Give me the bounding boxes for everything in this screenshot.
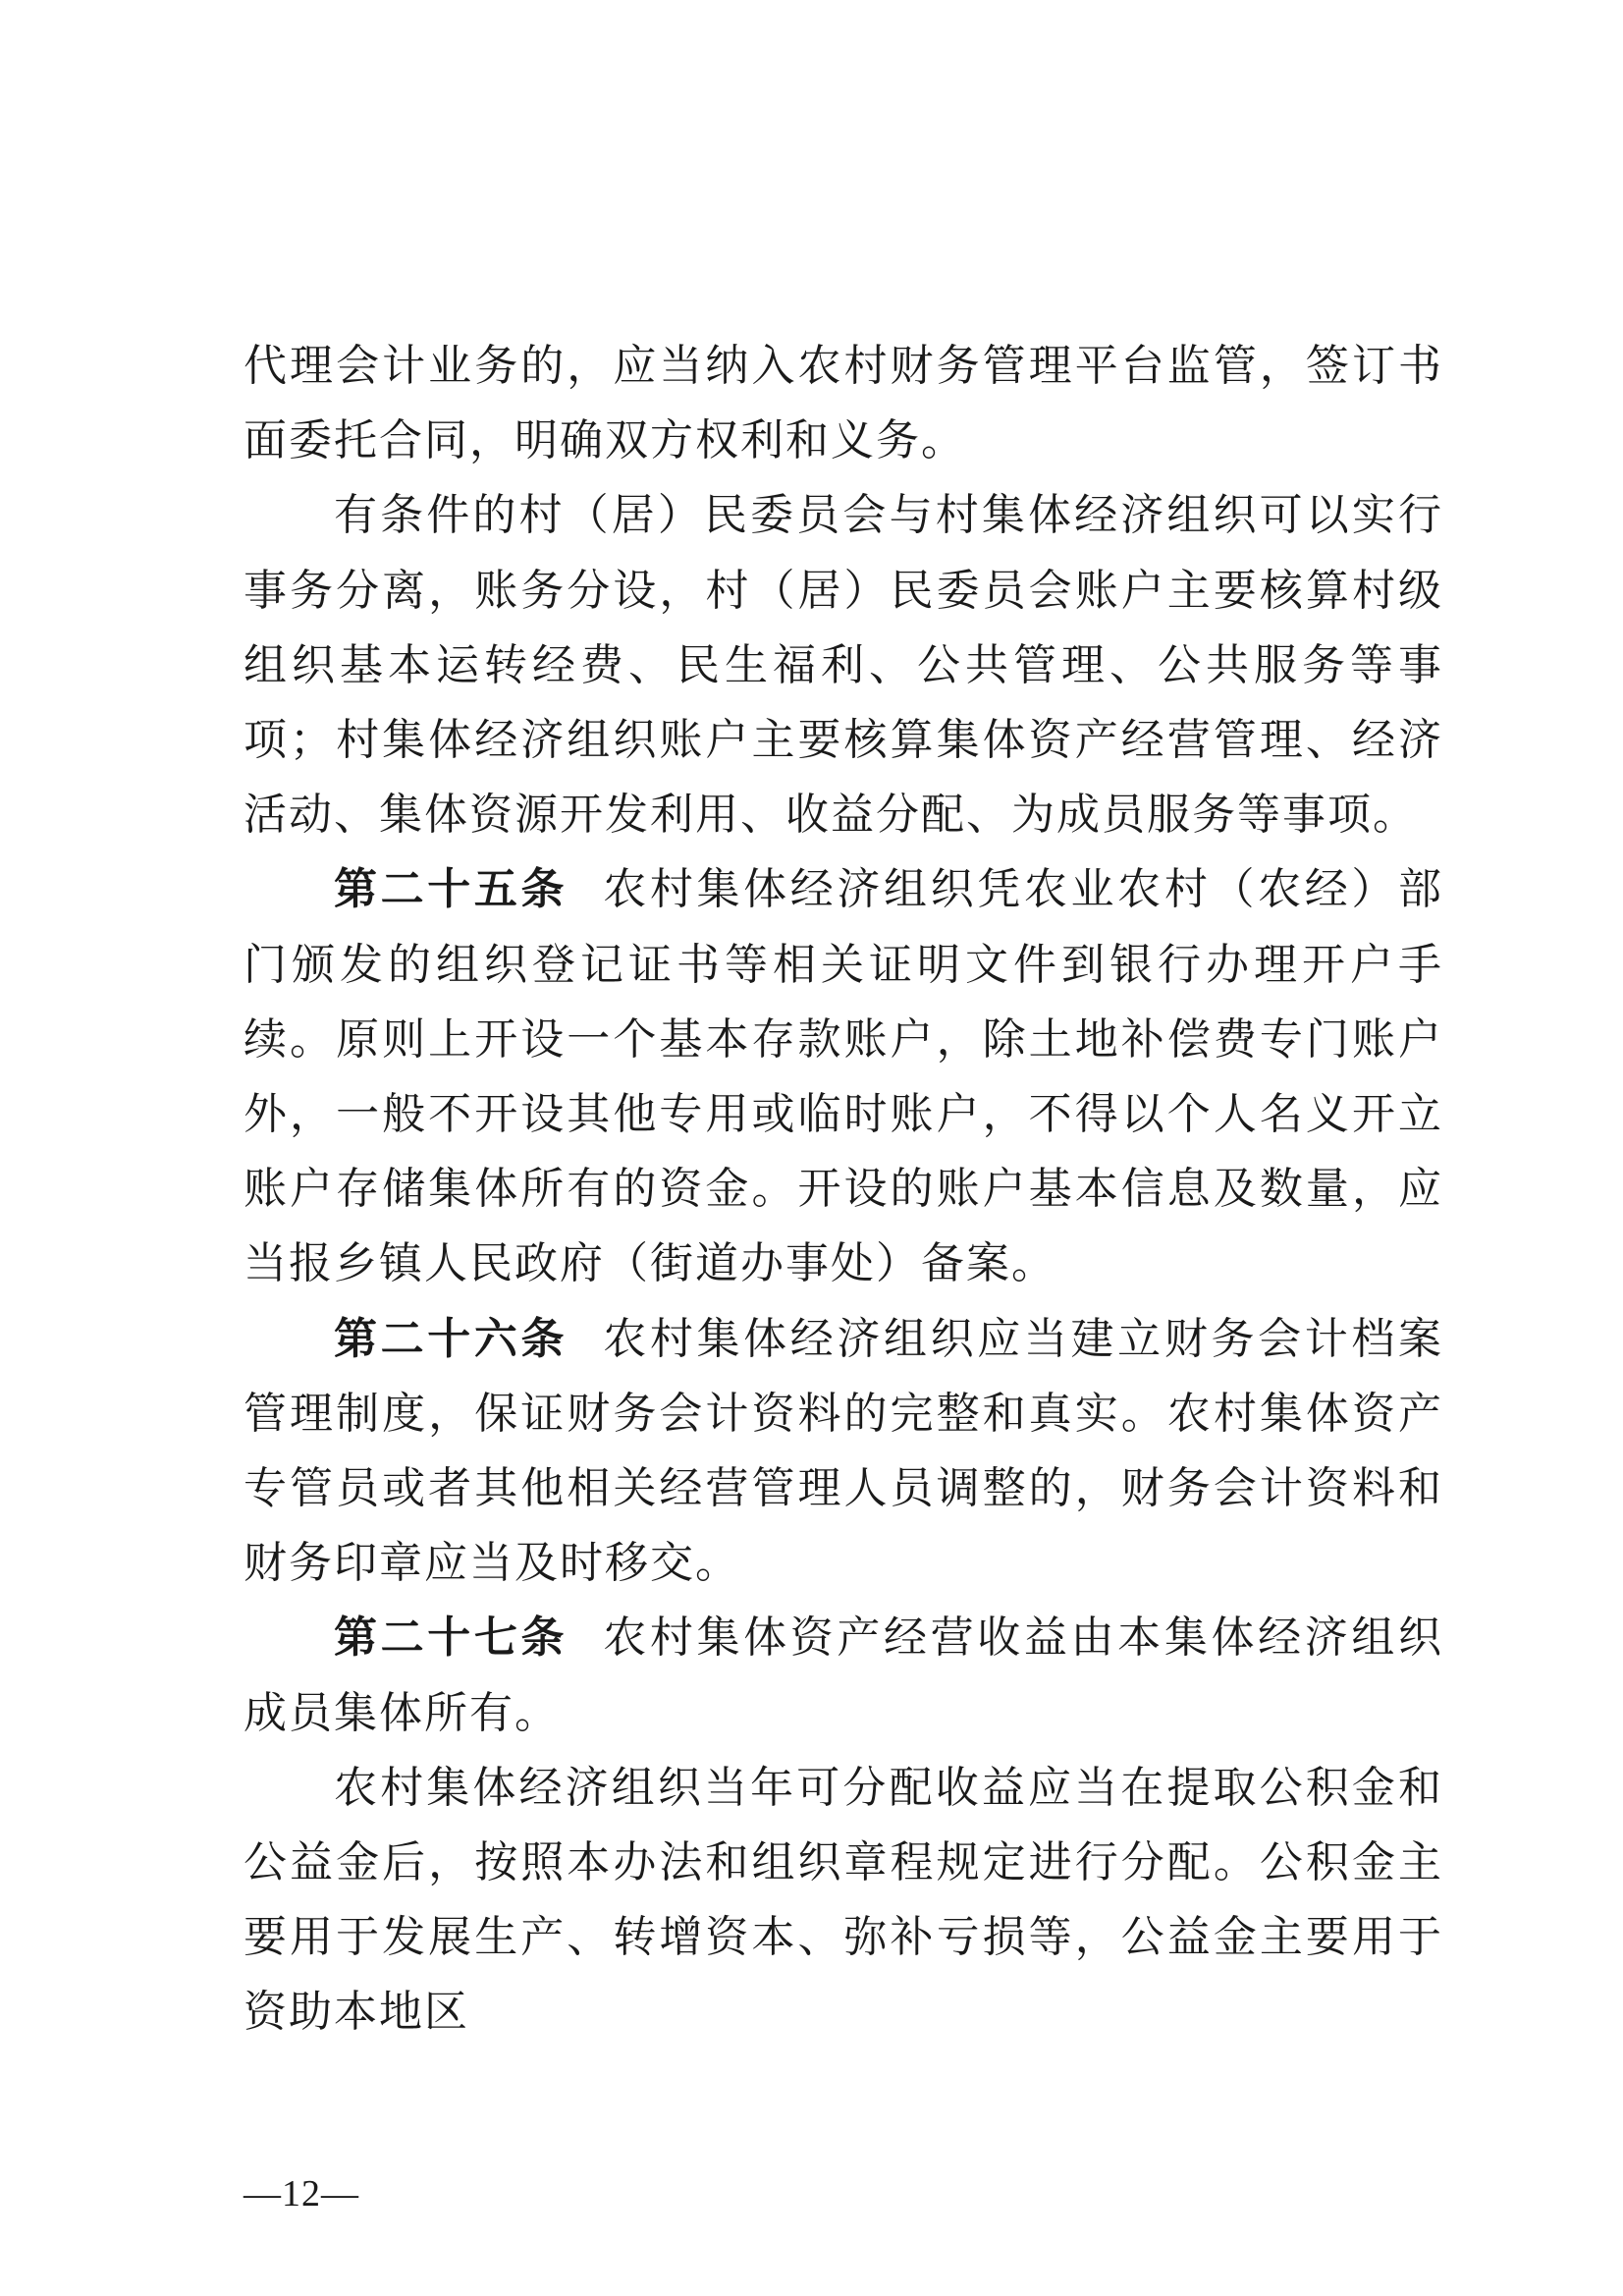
- paragraph-account-separation: [243, 478, 1443, 852]
- paragraph-continuation: [243, 329, 1443, 478]
- paragraph-text: 有条件的村（居）民委员会与村集体经济组织可以实行事务分离，账务分设，村（居）民委员会账户主要核算村级组织基本运转经费、民生福利、公共管理、公共服务等事项；村集体经济组织账户主要核算集体资产经营管理、经济活动、集体资源开发利用、收益分配、为成员服务等事项。: [243, 490, 1443, 841]
- document-body: [243, 329, 1443, 2050]
- article-text: 农村集体经济组织凭农业农村（农经）部门颁发的组织登记证书等相关证明文件到银行办理开户手续。原则上开设一个基本存款账户，除土地补偿费专门账户外，一般不开设其他专用或临时账户，不得以个人名义开立账户存储集体所有的资金。开设的账户基本信息及数量，应当报乡镇人民政府（街道办事处）备案。: [243, 864, 1444, 1289]
- paragraph-text: 农村集体经济组织当年可分配收益应当在提取公积金和公益金后，按照本办法和组织章程规定进行分配。公积金主要用于发展生产、转增资本、弥补亏损等，公益金主要用于资助本地区: [243, 1762, 1443, 2038]
- page-number: —12—: [243, 2173, 359, 2214]
- paragraph-text: 代理会计业务的，应当纳入农村财务管理平台监管，签订书面委托合同，明确双方权利和义务。: [243, 341, 1443, 466]
- article-text: 农村集体经济组织应当建立财务会计档案管理制度，保证财务会计资料的完整和真实。农村集体资产专管员或者其他相关经营管理人员调整的，财务会计资料和财务印章应当及时移交。: [243, 1313, 1444, 1589]
- article-heading: 第二十七条: [334, 1613, 568, 1664]
- article-27: [243, 1601, 1443, 1750]
- article-25: [243, 852, 1443, 1301]
- article-text: 农村集体资产经营收益由本集体经济组织成员集体所有。: [243, 1613, 1444, 1738]
- article-heading: 第二十五条: [334, 864, 568, 915]
- article-heading: 第二十六条: [334, 1313, 568, 1364]
- article-26: [243, 1302, 1443, 1602]
- paragraph-profit-distribution: [243, 1751, 1443, 2050]
